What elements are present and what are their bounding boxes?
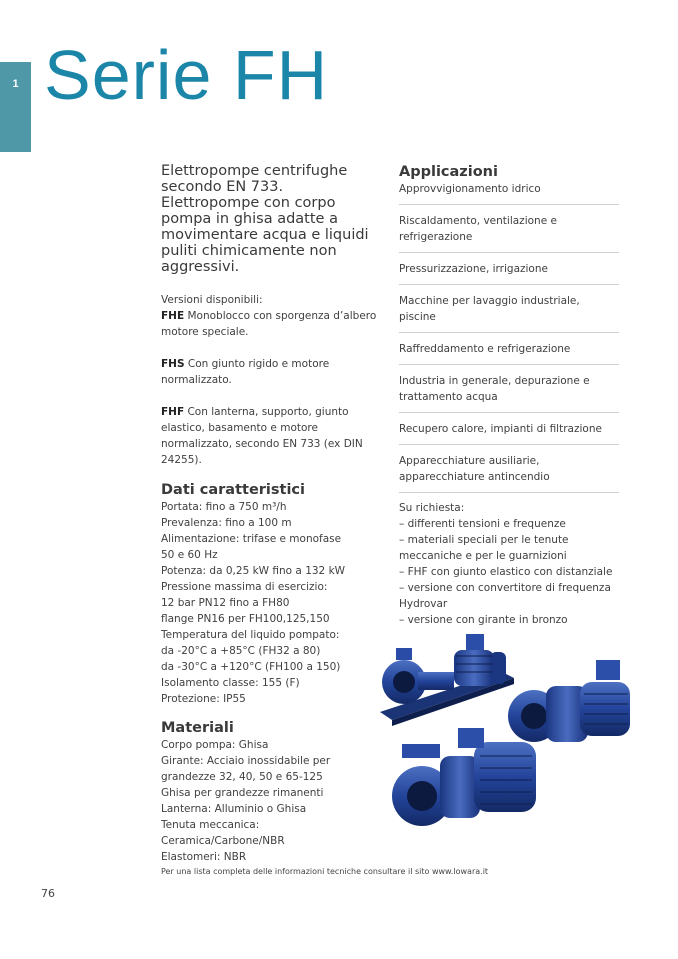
characteristic-line: Prevalenza: fino a 100 m [161, 517, 292, 529]
characteristic-line: 12 bar PN12 fino a FH80 [161, 597, 290, 609]
materials-list [161, 737, 386, 865]
characteristic-line: Portata: fino a 750 m³/h [161, 501, 287, 513]
intro-text: Elettropompe centrifughe secondo EN 733. Elettropompe con corpo pompa in ghisa adatte a movimentare acqua e liquidi puliti chimicamente non aggressivi. [161, 163, 369, 275]
on-request-line: – versione con convertitore di frequenza [399, 582, 611, 594]
applications-list [399, 181, 619, 493]
characteristic-line: Isolamento classe: 155 (F) [161, 677, 300, 689]
characteristic-line: da -30°C a +120°C (FH100 a 150) [161, 661, 341, 673]
application-item: Approvvigionamento idrico [399, 181, 619, 205]
pump-close-coupled-icon [508, 660, 630, 742]
pump-baseplate-icon [380, 634, 514, 726]
application-item: Macchine per lavaggio industriale, piscine [399, 285, 619, 333]
versions-block [161, 292, 386, 340]
characteristic-line: flange PN16 per FH100,125,150 [161, 613, 330, 625]
pumps-product-image [374, 620, 644, 835]
characteristic-line: Alimentazione: trifase e monofase [161, 533, 342, 545]
material-line: Lanterna: Alluminio o Ghisa [161, 803, 307, 815]
on-request-list [399, 500, 619, 628]
on-request-line: – FHF con giunto elastico con distanziale [399, 566, 613, 578]
characteristic-line: Pressione massima di esercizio: [161, 581, 328, 593]
application-item: Pressurizzazione, irrigazione [399, 253, 619, 285]
characteristic-line: Temperatura del liquido pompato: [161, 629, 340, 641]
pump-monobloc-icon [392, 728, 536, 826]
version-fhf [161, 404, 386, 468]
right-column [399, 163, 619, 628]
version-text-fhs: Con giunto rigido e motore normalizzato. [161, 358, 330, 386]
version-fhs [161, 356, 386, 388]
material-line: grandezze 32, 40, 50 e 65-125 [161, 771, 323, 783]
characteristic-line: 50 e 60 Hz [161, 549, 218, 561]
material-line: Ghisa per grandezze rimanenti [161, 787, 324, 799]
version-code-fhf: FHF [161, 406, 185, 418]
version-text-fhf: Con lanterna, supporto, giunto elastico, basamento e motore normalizzato, secondo EN 733 (ex DIN 24255). [161, 406, 363, 466]
on-request-line: – materiali speciali per le tenute [399, 534, 569, 546]
on-request-line: – differenti tensioni e frequenze [399, 518, 566, 530]
chapter-tab [0, 62, 31, 152]
characteristics-list [161, 499, 386, 707]
chapter-number: 1 [12, 78, 19, 90]
page-number: 76 [41, 887, 55, 900]
characteristic-line: Protezione: IP55 [161, 693, 246, 705]
material-line: Corpo pompa: Ghisa [161, 739, 269, 751]
application-item: Riscaldamento, ventilazione e refrigerazione [399, 205, 619, 253]
versions-label: Versioni disponibili: [161, 294, 263, 306]
applications-heading: Applicazioni [399, 164, 498, 180]
application-item: Apparecchiature ausiliarie, apparecchiature antincendio [399, 445, 619, 493]
material-line: Elastomeri: NBR [161, 851, 247, 863]
on-request-line: Hydrovar [399, 598, 448, 610]
characteristics-heading: Dati caratteristici [161, 482, 306, 498]
version-code-fhe: FHE [161, 310, 185, 322]
material-line: Girante: Acciaio inossidabile per [161, 755, 331, 767]
application-item: Recupero calore, impianti di filtrazione [399, 413, 619, 445]
characteristic-line: Potenza: da 0,25 kW fino a 132 kW [161, 565, 346, 577]
application-item: Industria in generale, depurazione e trattamento acqua [399, 365, 619, 413]
application-item: Raffreddamento e refrigerazione [399, 333, 619, 365]
version-text-fhe: Monoblocco con sporgenza d’albero motore speciale. [161, 310, 377, 338]
characteristic-line: da -20°C a +85°C (FH32 a 80) [161, 645, 321, 657]
on-request-line: Su richiesta: [399, 502, 465, 514]
on-request-line: meccaniche e per le guarnizioni [399, 550, 567, 562]
left-column [161, 163, 386, 865]
footer-note: Per una lista completa delle informazioni tecniche consultare il sito www.lowara.it [161, 867, 489, 876]
version-code-fhs: FHS [161, 358, 185, 370]
material-line: Tenuta meccanica: Ceramica/Carbone/NBR [161, 819, 285, 847]
page-title: Serie FH [44, 36, 329, 114]
on-request-line: – versione con girante in bronzo [399, 614, 568, 626]
materials-heading: Materiali [161, 720, 234, 736]
